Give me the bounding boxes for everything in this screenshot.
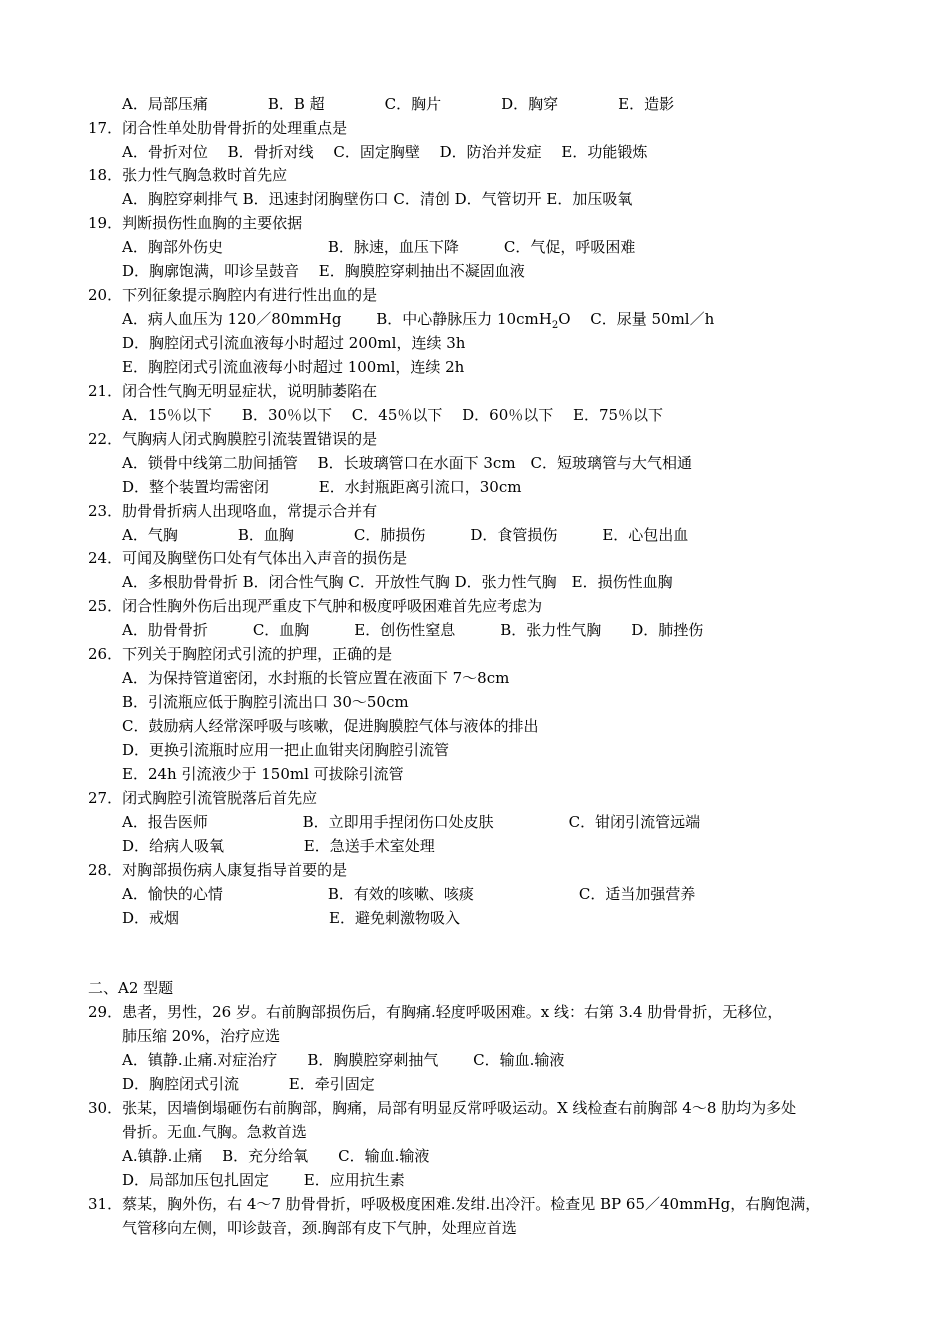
q29-stem-1: 29．患者，男性，26 岁。右前胸部损伤后，有胸痛.轻度呼吸困难。x 线：右第 3.4 肋骨骨折，无移位， xyxy=(88,1003,783,1021)
q27-options-2: D．给病人吸氧 E．急送手术室处理 xyxy=(122,837,435,855)
q18-stem: 18．张力性气胸急救时首先应 xyxy=(88,166,288,184)
q27-stem: 27．闭式胸腔引流管脱落后首先应 xyxy=(88,789,318,807)
q29-options-1: A．镇静.止痛.对症治疗 B．胸膜腔穿刺抽气 C．输血.输液 xyxy=(122,1051,565,1069)
q20-option-text-a: A．病人血压为 120／80mmHg B．中心静脉压力 10cmH xyxy=(122,310,552,328)
q17-stem: 17．闭合性单处肋骨骨折的处理重点是 xyxy=(88,119,348,137)
q26-option-a: A．为保持管道密闭，水封瓶的长管应置在液面下 7～8cm xyxy=(122,669,510,687)
q21-options: A．15％以下 B．30％以下 C．45％以下 D．60％以下 E．75％以下 xyxy=(122,406,664,424)
q20-options-1 xyxy=(122,310,714,331)
q29-options-2: D．胸腔闭式引流 E．牵引固定 xyxy=(122,1075,375,1093)
q20-options-3: E．胸腔闭式引流血液每小时超过 100ml，连续 2h xyxy=(122,358,465,376)
q31-stem-1: 31．蔡某，胸外伤，右 4～7 肋骨骨折，呼吸极度困难.发绀.出冷汗。检查见 BP 65／40mmHg，右胸饱满， xyxy=(88,1195,821,1213)
q26-stem: 26．下列关于胸腔闭式引流的护理，正确的是 xyxy=(88,645,393,663)
q31-stem-2: 气管移向左侧，叩诊鼓音，颈.胸部有皮下气肿，处理应首选 xyxy=(122,1219,517,1237)
q20-stem: 20．下列征象提示胸腔内有进行性出血的是 xyxy=(88,286,378,304)
q29-stem-2: 肺压缩 20%，治疗应选 xyxy=(122,1027,281,1045)
q26-option-c: C．鼓励病人经常深呼吸与咳嗽，促进胸膜腔气体与液体的排出 xyxy=(122,717,539,735)
q30-stem-1: 30．张某，因墙倒塌砸伤右前胸部，胸痛，局部有明显反常呼吸运动。X 线检查右前胸部 4～8 肋均为多处 xyxy=(88,1099,797,1117)
q28-stem: 28．对胸部损伤病人康复指导首要的是 xyxy=(88,861,348,879)
q18-options: A．胸腔穿刺排气 B．迅速封闭胸壁伤口 C．清创 D．气管切开 E．加压吸氧 xyxy=(122,190,633,208)
q20-options-2: D．胸腔闭式引流血液每小时超过 200ml，连续 3h xyxy=(122,334,466,352)
q30-options-1: A.镇静.止痛 B．充分给氧 C．输血.输液 xyxy=(122,1147,430,1165)
q19-options-2: D．胸廓饱满，叩诊呈鼓音 E．胸膜腔穿刺抽出不凝固血液 xyxy=(122,262,525,280)
q28-options-1: A．愉快的心情 B．有效的咳嗽、咳痰 C．适当加强营养 xyxy=(122,885,696,903)
q23-stem: 23．肋骨骨折病人出现咯血，常提示合并有 xyxy=(88,502,378,520)
q26-option-e: E．24h 引流液少于 150ml 可拔除引流管 xyxy=(122,765,404,783)
q30-options-2: D．局部加压包扎固定 E．应用抗生素 xyxy=(122,1171,405,1189)
q22-options-2: D．整个装置均需密闭 E．水封瓶距离引流口，30cm xyxy=(122,478,522,496)
subscript-2: 2 xyxy=(551,320,559,331)
section-heading-a2: 二、A2 型题 xyxy=(88,979,174,997)
q22-options-1: A．锁骨中线第二肋间插管 B．长玻璃管口在水面下 3cm C．短玻璃管与大气相通 xyxy=(122,454,693,472)
q16-options: A．局部压痛 B．B 超 C．胸片 D．胸穿 E．造影 xyxy=(122,95,675,113)
q23-options: A．气胸 B．血胸 C．肺损伤 D．食管损伤 E．心包出血 xyxy=(122,526,689,544)
q27-options-1: A．报告医师 B．立即用手捏闭伤口处皮肤 C．钳闭引流管远端 xyxy=(122,813,701,831)
q28-options-2: D．戒烟 E．避免刺激物吸入 xyxy=(122,909,460,927)
q22-stem: 22．气胸病人闭式胸膜腔引流装置错误的是 xyxy=(88,430,378,448)
q25-options: A．肋骨骨折 C．血胸 E．创伤性窒息 B．张力性气胸 D．肺挫伤 xyxy=(122,621,704,639)
q20-option-text-b: O C．尿量 50ml／h xyxy=(558,310,715,328)
q17-options: A．骨折对位 B．骨折对线 C．固定胸壁 D．防治并发症 E．功能锻炼 xyxy=(122,143,648,161)
q21-stem: 21．闭合性气胸无明显症状，说明肺萎陷在 xyxy=(88,382,378,400)
q30-stem-2: 骨折。无血.气胸。急救首选 xyxy=(122,1123,307,1141)
q19-options-1: A．胸部外伤史 B．脉速，血压下降 C．气促，呼吸困难 xyxy=(122,238,636,256)
q24-options: A．多根肋骨骨折 B．闭合性气胸 C．开放性气胸 D．张力性气胸 E．损伤性血胸 xyxy=(122,573,673,591)
q26-option-b: B．引流瓶应低于胸腔引流出口 30～50cm xyxy=(122,693,409,711)
q24-stem: 24．可闻及胸壁伤口处有气体出入声音的损伤是 xyxy=(88,549,408,567)
q19-stem: 19．判断损伤性血胸的主要依据 xyxy=(88,214,303,232)
q26-option-d: D．更换引流瓶时应用一把止血钳夹闭胸腔引流管 xyxy=(122,741,450,759)
q25-stem: 25．闭合性胸外伤后出现严重皮下气肿和极度呼吸困难首先应考虑为 xyxy=(88,597,543,615)
